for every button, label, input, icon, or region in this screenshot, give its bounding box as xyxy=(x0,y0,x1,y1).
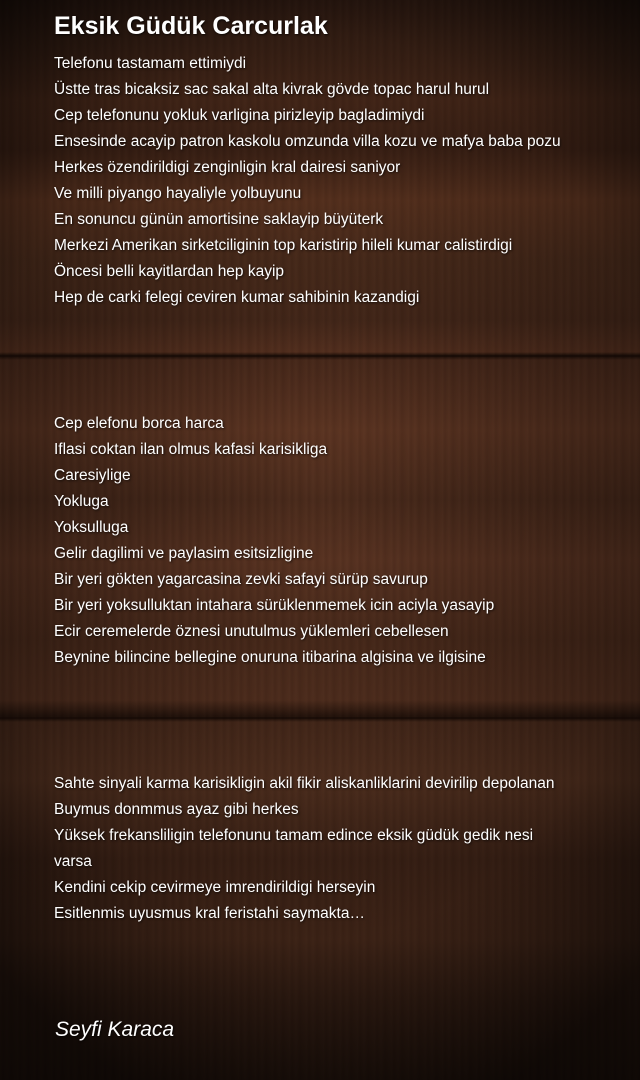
wood-board-seam xyxy=(0,355,640,357)
poem-line: En sonuncu günün amortisine saklayip büyüterk xyxy=(54,211,384,228)
poem-line: Yokluga xyxy=(54,493,109,510)
poem-line: Herkes özendirildigi zenginligin kral dairesi saniyor xyxy=(54,159,401,176)
poem-title: Eksik Güdük Carcurlak xyxy=(54,12,328,40)
poem-line: Buymus donmmus ayaz gibi herkes xyxy=(54,801,299,818)
poem-line: Merkezi Amerikan sirketciliginin top karistirip hileli kumar calistirdigi xyxy=(54,237,513,254)
poem-line: Cep telefonunu yokluk varligina pirizleyip bagladimiydi xyxy=(54,107,425,124)
poem-line: Yoksulluga xyxy=(54,519,129,536)
poem-stanza-3 xyxy=(54,771,564,927)
wood-board-seam xyxy=(0,717,640,719)
poem-line: Hep de carki felegi ceviren kumar sahibinin kazandigi xyxy=(54,289,420,306)
poem-line: Öncesi belli kayitlardan hep kayip xyxy=(54,263,285,280)
poem-line: Yüksek frekansliligin telefonunu tamam edince eksik güdük gedik nesi varsa xyxy=(54,827,534,870)
poem-line: Ve milli piyango hayaliyle yolbuyunu xyxy=(54,185,302,202)
poem-line: Bir yeri yoksulluktan intahara sürüklenmemek icin aciyla yasayip xyxy=(54,597,495,614)
poem-line: Ecir ceremelerde öznesi unutulmus yüklemleri cebellesen xyxy=(54,623,449,640)
poem-line: Iflasi coktan ilan olmus kafasi karisikliga xyxy=(54,441,328,458)
poem-line: Telefonu tastamam ettimiydi xyxy=(54,55,247,72)
poem-line: Gelir dagilimi ve paylasim esitsizligine xyxy=(54,545,314,562)
poem-line: Cep elefonu borca harca xyxy=(54,415,224,432)
poem-line: Caresiylige xyxy=(54,467,131,484)
poem-line: Ensesinde acayip patron kaskolu omzunda villa kozu ve mafya baba pozu xyxy=(54,133,561,150)
poem-line: Sahte sinyali karma karisikligin akil fikir aliskanliklarini devirilip depolanan xyxy=(54,775,555,792)
poem-line: Esitlenmis uyusmus kral feristahi saymakta… xyxy=(54,905,365,922)
poem-stanza-1 xyxy=(54,51,624,311)
poem-stanza-2 xyxy=(54,411,624,671)
poem-line: Beynine bilincine bellegine onuruna itibarina algisina ve ilgisine xyxy=(54,649,486,666)
poem-line: Bir yeri gökten yagarcasina zevki safayi sürüp savurup xyxy=(54,571,428,588)
poem-author: Seyfi Karaca xyxy=(55,1018,175,1041)
poem-line: Üstte tras bicaksiz sac sakal alta kivrak gövde topac harul hurul xyxy=(54,81,490,98)
poem-line: Kendini cekip cevirmeye imrendirildigi herseyin xyxy=(54,879,376,896)
